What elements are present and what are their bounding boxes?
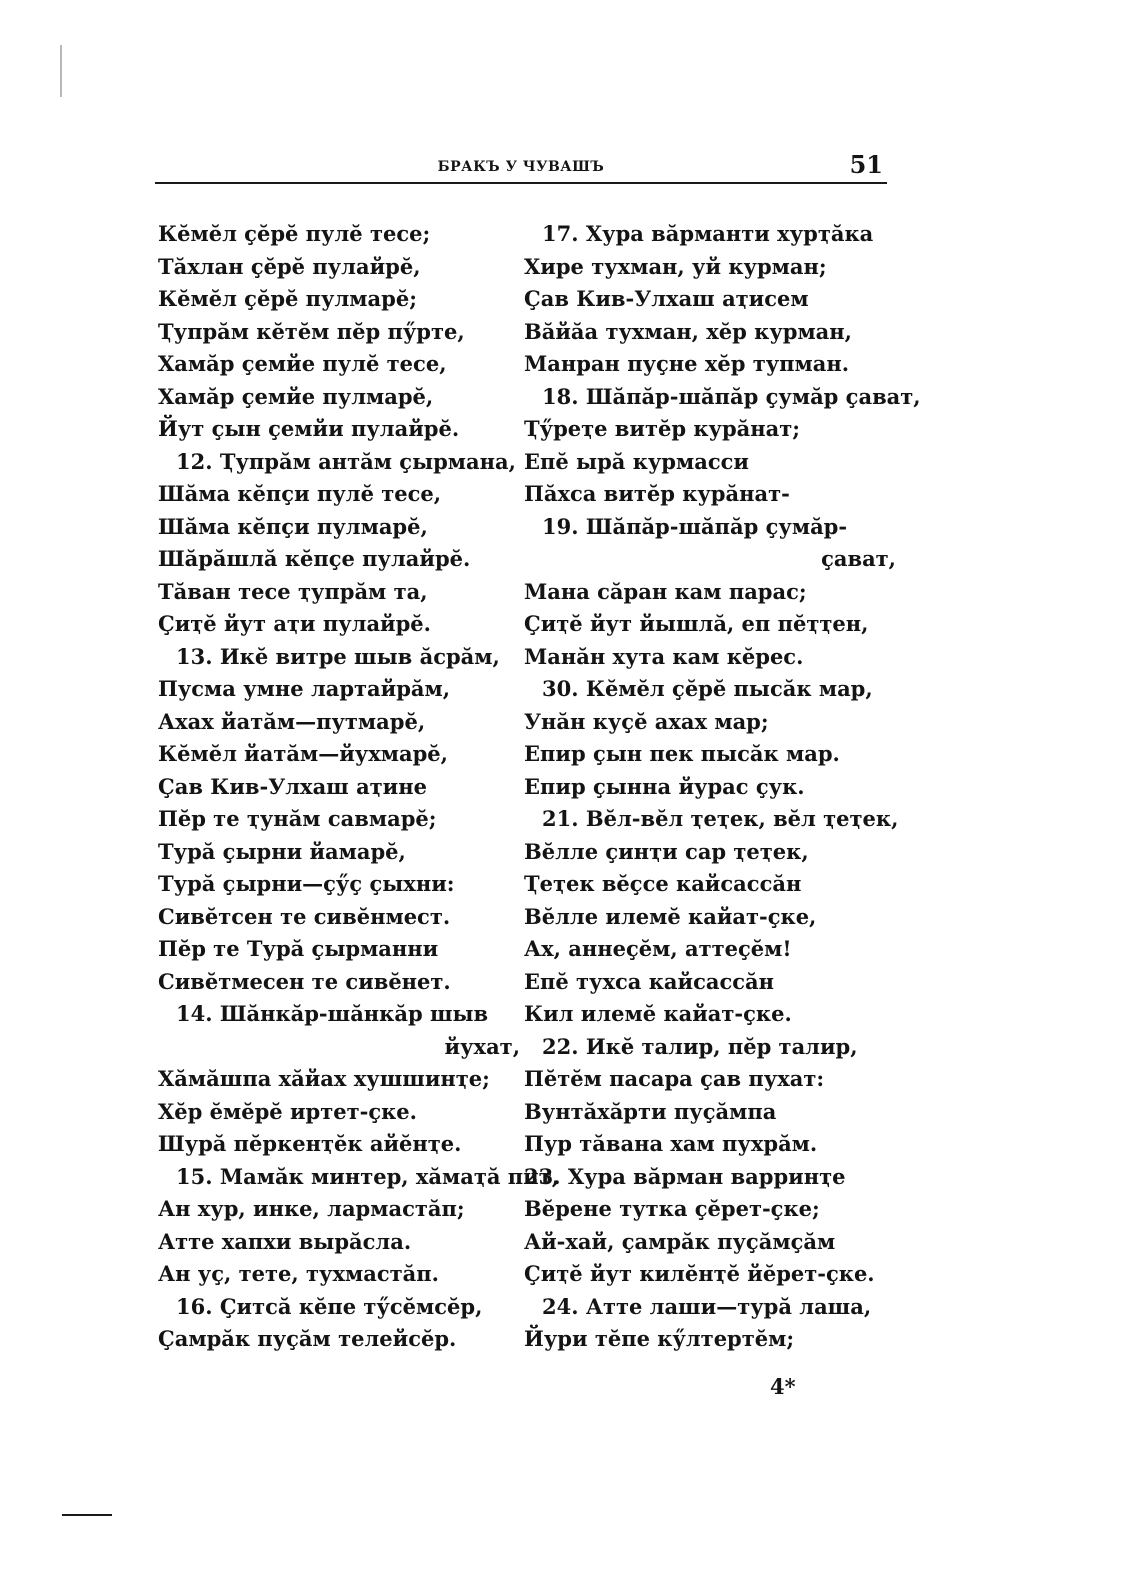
- verse-line: Епир ҫын пек пысӑк мар.: [524, 741, 840, 766]
- verse-line: 22. Икӗ талир, пӗр талир,: [542, 1033, 858, 1059]
- verse-line: Шурӑ пӗркенҭӗк айӗнҭе.: [158, 1131, 462, 1156]
- verse-line: Ахах йатӑм—путмарӗ,: [158, 708, 426, 734]
- verse-line: Мана сӑран кам парас;: [524, 578, 807, 604]
- signature-mark: 4*: [770, 1374, 796, 1399]
- verse-line: йухат,: [444, 1033, 520, 1059]
- verse-line: Кил илемӗ кайат-ҫке.: [524, 1001, 792, 1026]
- verse-line: Епӗ тухса кайсассӑн: [524, 968, 775, 994]
- verse-line: 16. Ҫитсӑ кӗпе тӳсӗмсӗр,: [176, 1293, 483, 1319]
- verse-line: Хамӑр ҫемйе пулмарӗ,: [158, 383, 434, 409]
- scan-edge-mark: [60, 45, 62, 97]
- verse-line: Пӗр те Турӑ ҫырманни: [158, 936, 439, 961]
- verse-line: 21. Вӗл-вӗл ҭеҭек, вӗл ҭеҭек,: [542, 806, 899, 831]
- verse-line: Шӑма кӗпҫи пулмарӗ,: [158, 513, 428, 539]
- verse-line: 13. Икӗ витре шыв ӑсрӑм,: [176, 643, 500, 669]
- verse-line: Йури тӗпе кӳлтертӗм;: [524, 1326, 795, 1351]
- page-header: [155, 150, 887, 184]
- verse-line: Ҫамрӑк пуҫӑм телейсӗр.: [158, 1326, 457, 1351]
- verse-line: Сивӗтсен те сивӗнмест.: [158, 903, 451, 929]
- verse-line: Вунтӑхӑрти пуҫӑмпа: [524, 1098, 777, 1124]
- verse-line: Ҫиҭӗ йут килӗнҭӗ йӗрет-ҫке.: [524, 1261, 875, 1286]
- verse-line: Хире тухман, уй курман;: [524, 253, 827, 279]
- verse-line: Ан хур, инке, лармастӑп;: [158, 1196, 465, 1221]
- verse-line: Манран пуҫне хӗр тупман.: [524, 351, 850, 376]
- verse-line: Ҭӳреҭе витӗр курӑнат;: [524, 416, 800, 441]
- verse-line: Вӑйӑа тухман, хӗр курман,: [524, 318, 852, 344]
- verse-line: Хӗр ӗмӗрӗ иртет-ҫке.: [158, 1098, 417, 1124]
- verse-line: 17. Хура вӑрманти хурҭӑка: [542, 221, 874, 246]
- verse-line: Пӗр те ҭунӑм савмарӗ;: [158, 806, 437, 831]
- verse-line: 30. Кӗмӗл ҫӗрӗ пысӑк мар,: [542, 676, 873, 701]
- verse-line: Хамӑр ҫемйе пулӗ тесе,: [158, 351, 447, 376]
- footer-rule: [62, 1514, 112, 1516]
- right-verse-column: [524, 218, 921, 1356]
- verse-line: 23. Хура вӑрман варринҭе: [524, 1163, 846, 1189]
- verse-line: Кӗмӗл ҫӗрӗ пулӗ тесе;: [158, 221, 431, 246]
- verse-line: 24. Атте лаши—турӑ лаша,: [542, 1293, 872, 1319]
- verse-line: Пӑхса витӗр курӑнат-: [524, 481, 790, 506]
- verse-line: Турӑ ҫырни—ҫӳҫ ҫыхни:: [158, 871, 455, 896]
- verse-line: Ҫиҭӗ йут йышлӑ, еп пӗҭҭен,: [524, 611, 869, 636]
- running-title: БРАКЪ У ЧУВАШЪ: [437, 159, 605, 175]
- verse-line: Пӗтӗм пасара ҫав пухат:: [524, 1066, 825, 1091]
- verse-line: Вӗлле илемӗ кайат-ҫке,: [524, 903, 817, 929]
- verse-line: Тӑван тесе ҭупрӑм та,: [158, 578, 428, 604]
- verse-line: Ҫав Кив-Улхаш аҭине: [158, 773, 427, 799]
- verse-line: Пур тӑвана хам пухрӑм.: [524, 1131, 818, 1156]
- verse-line: 12. Ҭупрӑм антӑм ҫырмана,: [176, 448, 516, 474]
- verse-line: Пусма умне лартайрӑм,: [158, 676, 451, 701]
- verse-line: Йут ҫын ҫемйи пулайрӗ.: [158, 416, 460, 441]
- verse-line: Манӑн хута кам кӗрес.: [524, 643, 804, 669]
- verse-line: Ҫав Кив-Улхаш аҭисем: [524, 286, 809, 311]
- verse-line: 19. Шӑпӑр-шӑпӑр ҫумӑр-: [542, 513, 848, 539]
- verse-line: Хӑмӑшпа хӑйах хушшинҭе;: [158, 1066, 490, 1091]
- verse-line: 15. Мамӑк минтер, хӑмаҭӑ пит,: [176, 1163, 560, 1189]
- verse-line: Ай-хай, ҫамрӑк пуҫӑмҫӑм: [524, 1228, 836, 1254]
- verse-line: 14. Шӑнкӑр-шӑнкӑр шыв: [176, 1001, 489, 1026]
- verse-line: Епӗ ырӑ курмасси: [524, 448, 749, 474]
- verse-line: Ҫиҭӗ йут аҭи пулайрӗ.: [158, 611, 431, 636]
- verse-line: Тӑхлан ҫӗрӗ пулайрӗ,: [158, 253, 421, 279]
- verse-line: Ан уҫ, тете, тухмастӑп.: [158, 1261, 439, 1286]
- verse-line: Вӗрене тутка ҫӗрет-ҫке;: [524, 1196, 820, 1221]
- verse-line: Атте хапхи вырӑсла.: [158, 1228, 412, 1254]
- verse-line: Епир ҫынна йурас ҫук.: [524, 773, 805, 799]
- verse-line: Ҭеҭек вӗҫсе кайсассӑн: [524, 871, 802, 896]
- verse-line: ҫават,: [821, 546, 896, 571]
- verse-line: Сивӗтмесен те сивӗнет.: [158, 968, 451, 994]
- verse-line: Унӑн куҫӗ ахах мар;: [524, 708, 769, 734]
- verse-line: Шӑма кӗпҫи пулӗ тесе,: [158, 481, 442, 506]
- verse-line: Шӑрӑшлӑ кӗпҫе пулайрӗ.: [158, 546, 471, 571]
- verse-line: Кӗмӗл йатӑм—йухмарӗ,: [158, 741, 448, 766]
- verse-line: 18. Шӑпӑр-шӑпӑр ҫумӑр ҫават,: [542, 383, 921, 409]
- verse-line: Турӑ ҫырни йамарӗ,: [158, 838, 406, 864]
- verse-line: Ҭупрӑм кӗтӗм пӗр пӳрте,: [158, 318, 465, 344]
- left-verse-column: [158, 218, 560, 1356]
- verse-line: Ах, аннеҫӗм, аттеҫӗм!: [524, 936, 792, 961]
- verse-line: Вӗлле ҫинҭи сар ҭеҭек,: [524, 838, 809, 864]
- verse-line: Кӗмӗл ҫӗрӗ пулмарӗ;: [158, 286, 417, 311]
- page-number: 51: [849, 150, 883, 179]
